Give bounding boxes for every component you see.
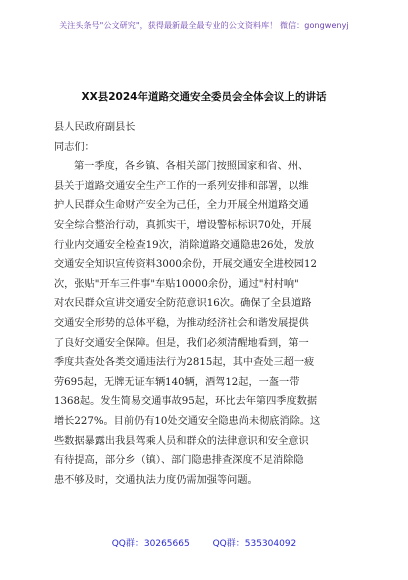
paragraph-line: 交通安全知识宣传资料3000余份，开展交通安全进校园12 — [54, 259, 318, 271]
paragraph-line: 有待提高，部分乡（镇）、部门隐患排查深度不足消除隐 — [54, 455, 304, 467]
paragraph-line: 县关于道路交通安全生产工作的一系列安排和部署，以维 — [54, 180, 309, 192]
paragraph-line: 患不够及时，交通执法力度仍需加强等问题。 — [54, 474, 258, 486]
footer — [0, 536, 408, 549]
qq-group-link-1[interactable]: QQ群：30265665 — [111, 539, 190, 549]
paragraph-line: 第一季度，各乡镇、各相关部门按照国家和省、州、 — [74, 161, 309, 173]
document-title: XX县2024年道路交通安全委员会全体会议上的讲话 — [81, 91, 327, 103]
paragraph-line: 行业内交通安全检查19次，消除道路交通隐患26处，发放 — [54, 239, 315, 251]
header-banner: 关注头条号"公文研究"，获得最新最全最专业的公文资料库！ 微信：gongwenyj — [59, 21, 349, 30]
speaker-line: 县人民政府副县长 — [54, 122, 136, 133]
document-body — [54, 118, 354, 490]
paragraph-line: 增长227%。目前仍有10处交通安全隐患尚未彻底消除。这 — [54, 415, 321, 427]
paragraph-line: 安全综合整治行动，真抓实干，增设警标标识70处，开展 — [54, 219, 312, 231]
paragraph-line: 1368起。发生简易交通事故95起，环比去年第四季度数据 — [54, 396, 318, 408]
paragraph-line: 交通安全形势的总体平稳，为推动经济社会和谐发展提供 — [54, 317, 309, 329]
paragraph-line: 次，张贴"开车三件事"车贴10000余份，通过"村村响" — [54, 278, 299, 290]
paragraph-line: 劳695起，无牌无证车辆140辆，酒驾12起，一盔一带 — [54, 376, 300, 388]
qq-group-link-2[interactable]: QQ群：535304092 — [212, 539, 297, 549]
paragraph-line: 些数据暴露出我县驾乘人员和群众的法律意识和安全意识 — [54, 435, 309, 447]
paragraph-line: 了良好交通安全保障。但是，我们必须清醒地看到，第一 — [54, 337, 309, 349]
paragraph-line: 季度共查处各类交通违法行为2815起，其中查处三超一疲 — [54, 357, 315, 369]
salutation-line: 同志们： — [54, 141, 95, 153]
paragraph-line: 对农民群众宣讲交通安全防范意识16次。确保了全县道路 — [54, 298, 312, 310]
paragraph-line: 护人民群众生命财产安全为己任，全力开展全州道路交通 — [54, 200, 309, 212]
